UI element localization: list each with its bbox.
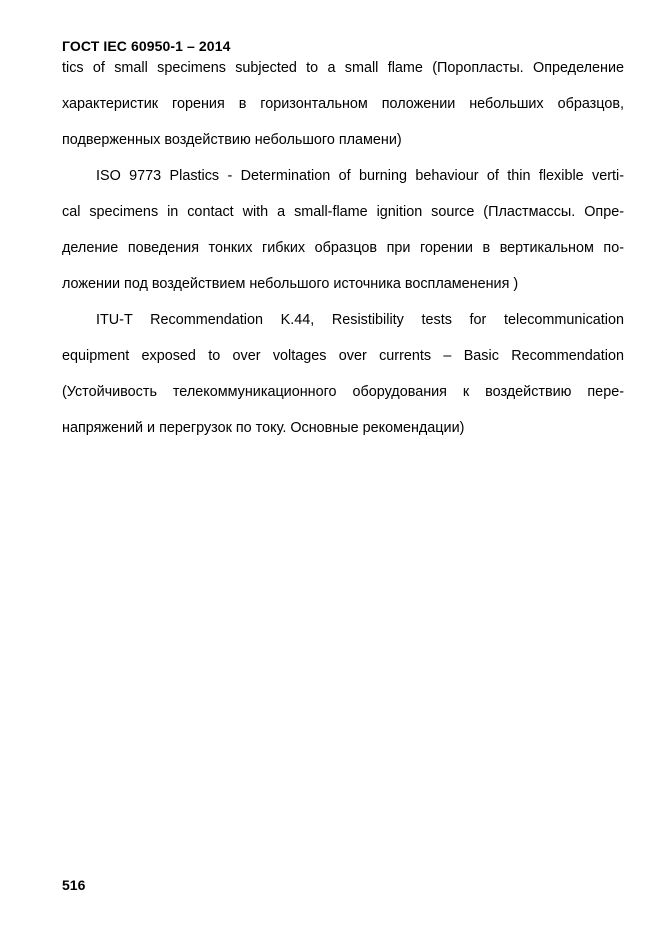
body-text-line: ITU-T Recommendation K.44, Resistibility tests for telecommunication (96, 312, 624, 328)
body-text-line: tics of small specimens subjected to a small flame (Поропласты. Определение (62, 60, 624, 76)
document-body (62, 58, 624, 454)
body-text-line: напряжений и перегрузок по току. Основные рекомендации) (62, 420, 465, 436)
body-text-line: деление поведения тонких гибких образцов при горении в вертикальном по- (62, 240, 624, 256)
body-text-line: (Устойчивость телекоммуникационного оборудования к воздействию пере- (62, 384, 624, 400)
document-header-title: ГОСТ IEC 60950-1 – 2014 (62, 38, 231, 54)
page-number: 516 (62, 877, 86, 893)
body-text-line: характеристик горения в горизонтальном положении небольших образцов, (62, 96, 624, 112)
body-text-line: cal specimens in contact with a small-flame ignition source (Пластмассы. Опре- (62, 204, 624, 220)
body-text-line: equipment exposed to over voltages over currents – Basic Recommendation (62, 348, 624, 364)
body-text-line: ISO 9773 Plastics - Determination of burning behaviour of thin flexible verti- (96, 168, 624, 184)
body-text-line: ложении под воздействием небольшого источника воспламенения ) (62, 276, 519, 292)
body-text-line: подверженных воздействию небольшого пламени) (62, 132, 402, 148)
